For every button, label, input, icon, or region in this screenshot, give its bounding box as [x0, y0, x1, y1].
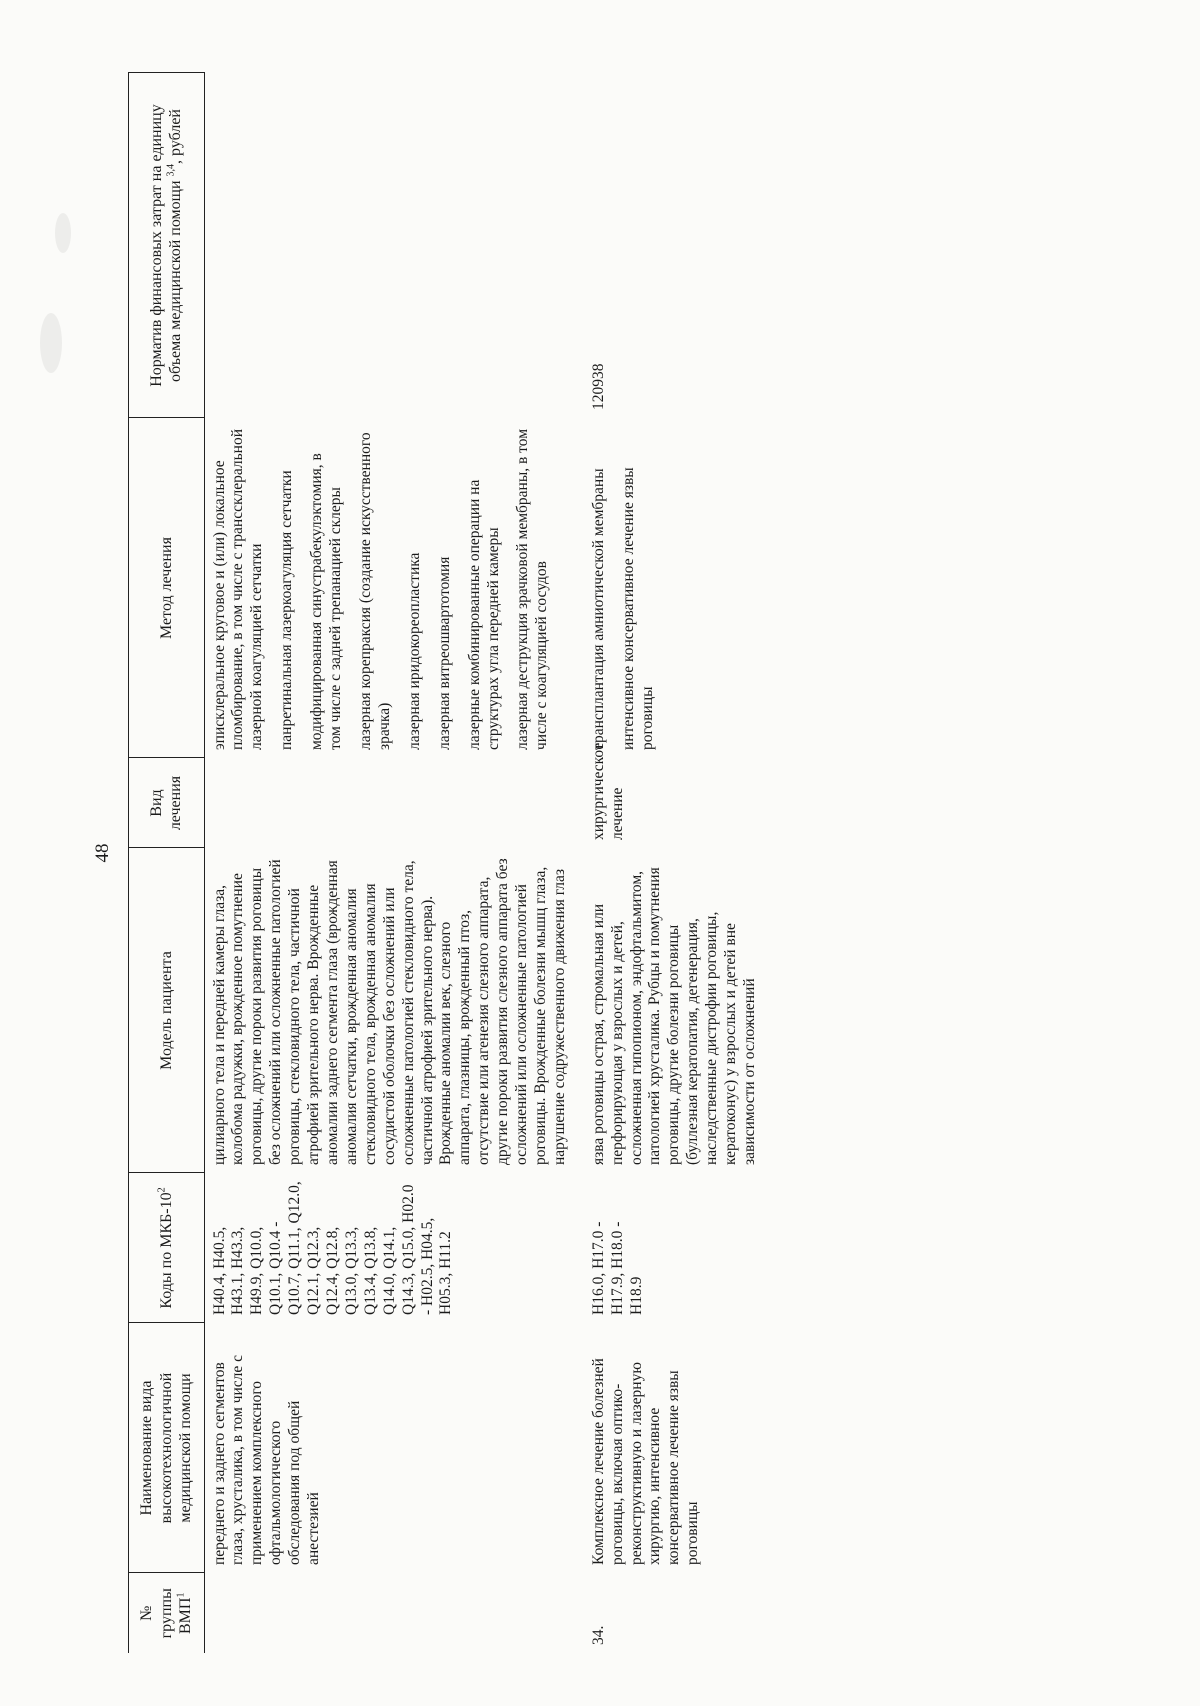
cell-name: Комплексное лечение болезней роговицы, включая оптико-реконструктивную и лазерную хирургию, интенсивное консервативное лечение язвы роговицы [589, 1358, 702, 1565]
method-item: трансплантация амниотической мембраны [589, 468, 607, 750]
method-item: эписклеральное круговое и (или) локальное пломбирование, в том числе с транссклеральной лазерной коагуляцией сетчатки [210, 428, 266, 750]
cell-treatment-type [204, 758, 584, 848]
scan-stain [40, 313, 62, 373]
header-norm: Норматив финансовых затрат на единицу объема медицинской помощи $^{3,4}$, рублей [129, 73, 205, 418]
cell-model: цилиарного тела и передней камеры глаза, колобома радужки, врожденное помутнение роговицы, другие пороки развития роговицы без осложнений или осложненные патологией роговицы, стекловидного тела, частичной атрофией зрительного нерва. Врожденные аномалии заднего сегмента глаза (врожденная аномалия сетчатки, врожденная аномалия стекловидного тела, врожденная аномалия сосудистой оболочки без осложнений или осложненные патологией стекловидного тела, частичной атрофией зрительного нерва). Врожденные аномалии век, слезного аппарата, глазницы, врожденный птоз, отсутствие или агенезия слезного аппарата, другие пороки развития слезного аппарата без осложнений или осложненные патологией роговицы. Врожденные болезни мышц глаза, нарушение содружественного движения глаз [210, 858, 568, 1165]
method-item: лазерная витреошвартотомия [435, 556, 453, 750]
cell-treatment-type: хирургическое лечение [589, 742, 626, 840]
method-item: лазерная иридокореопластика [405, 552, 423, 750]
method-item: лазерные комбинированные операции на структурах угла передней камеры [465, 479, 502, 750]
table-header-row [129, 73, 205, 1653]
method-item: лазерная корепраксия (создание искусственного зрачка) [356, 432, 393, 750]
header-method: Метод лечения [129, 418, 205, 758]
cell-codes: H40.4, H40.5, H43.1, H43.3, H49.9, Q10.0, Q10.1, Q10.4 - Q10.7, Q11.1, Q12.0, Q12.1, Q12.3, Q12.4, Q12.8, Q13.0, Q13.3, Q13.4, Q13.8, Q14.0, Q14.1, Q14.3, Q15.0, H02.0 - H02.5, H04.5, H05.3, H11.2 [210, 1181, 455, 1315]
page-number: 48 [92, 843, 113, 863]
method-item: интенсивное консервативное лечение язвы роговицы [619, 467, 656, 750]
cell-name: переднего и заднего сегментов глаза, хрусталика, в том числе с применением комплексного офтальмологического обследования под общей анестезией [210, 1354, 323, 1565]
header-name: Наименование вида высокотехнологичной медицинской помощи [129, 1323, 205, 1573]
cell-model: язва роговицы острая, стромальная или перфорирующая у взрослых и детей, осложненная гипопионом, эндофтальмитом, патологией хрусталика. Рубцы и помутнения роговицы, другие болезни роговицы (буллезная кератопатия, дегенерация, наследственные дистрофии роговицы, кератоконус) у взрослых и детей вне зависимости от осложнений [589, 867, 759, 1165]
header-treatment-type: Вид лечения [129, 758, 205, 848]
method-item: лазерная деструкция зрачковой мембраны, в том числе с коагуляцией сосудов [514, 428, 551, 750]
vmp-table [128, 73, 774, 1654]
method-item: панретинальная лазеркоагуляция сетчатки [278, 470, 296, 750]
rotated-page [20, 33, 1180, 1673]
scan-stain [55, 213, 71, 253]
header-group-no: № группы ВМП$^1$ [129, 1573, 205, 1653]
table-row [204, 73, 584, 1653]
table-row [584, 73, 774, 1653]
method-item: модифицированная синустрабекулэктомия, в том числе с задней трепанацией склеры [308, 453, 345, 750]
header-codes: Коды по МКБ-$10^2$ [129, 1173, 205, 1323]
cell-group-no: 34. [589, 1625, 607, 1645]
cell-group-no [204, 1573, 584, 1653]
cell-norm [204, 73, 584, 418]
header-model: Модель пациента [129, 848, 205, 1173]
cell-methods [204, 418, 584, 758]
cell-norm: 120938 [589, 363, 607, 410]
cell-codes: H16.0, H17.0 - H17.9, H18.0 - H18.9 [589, 1221, 645, 1315]
cell-methods [584, 418, 774, 758]
